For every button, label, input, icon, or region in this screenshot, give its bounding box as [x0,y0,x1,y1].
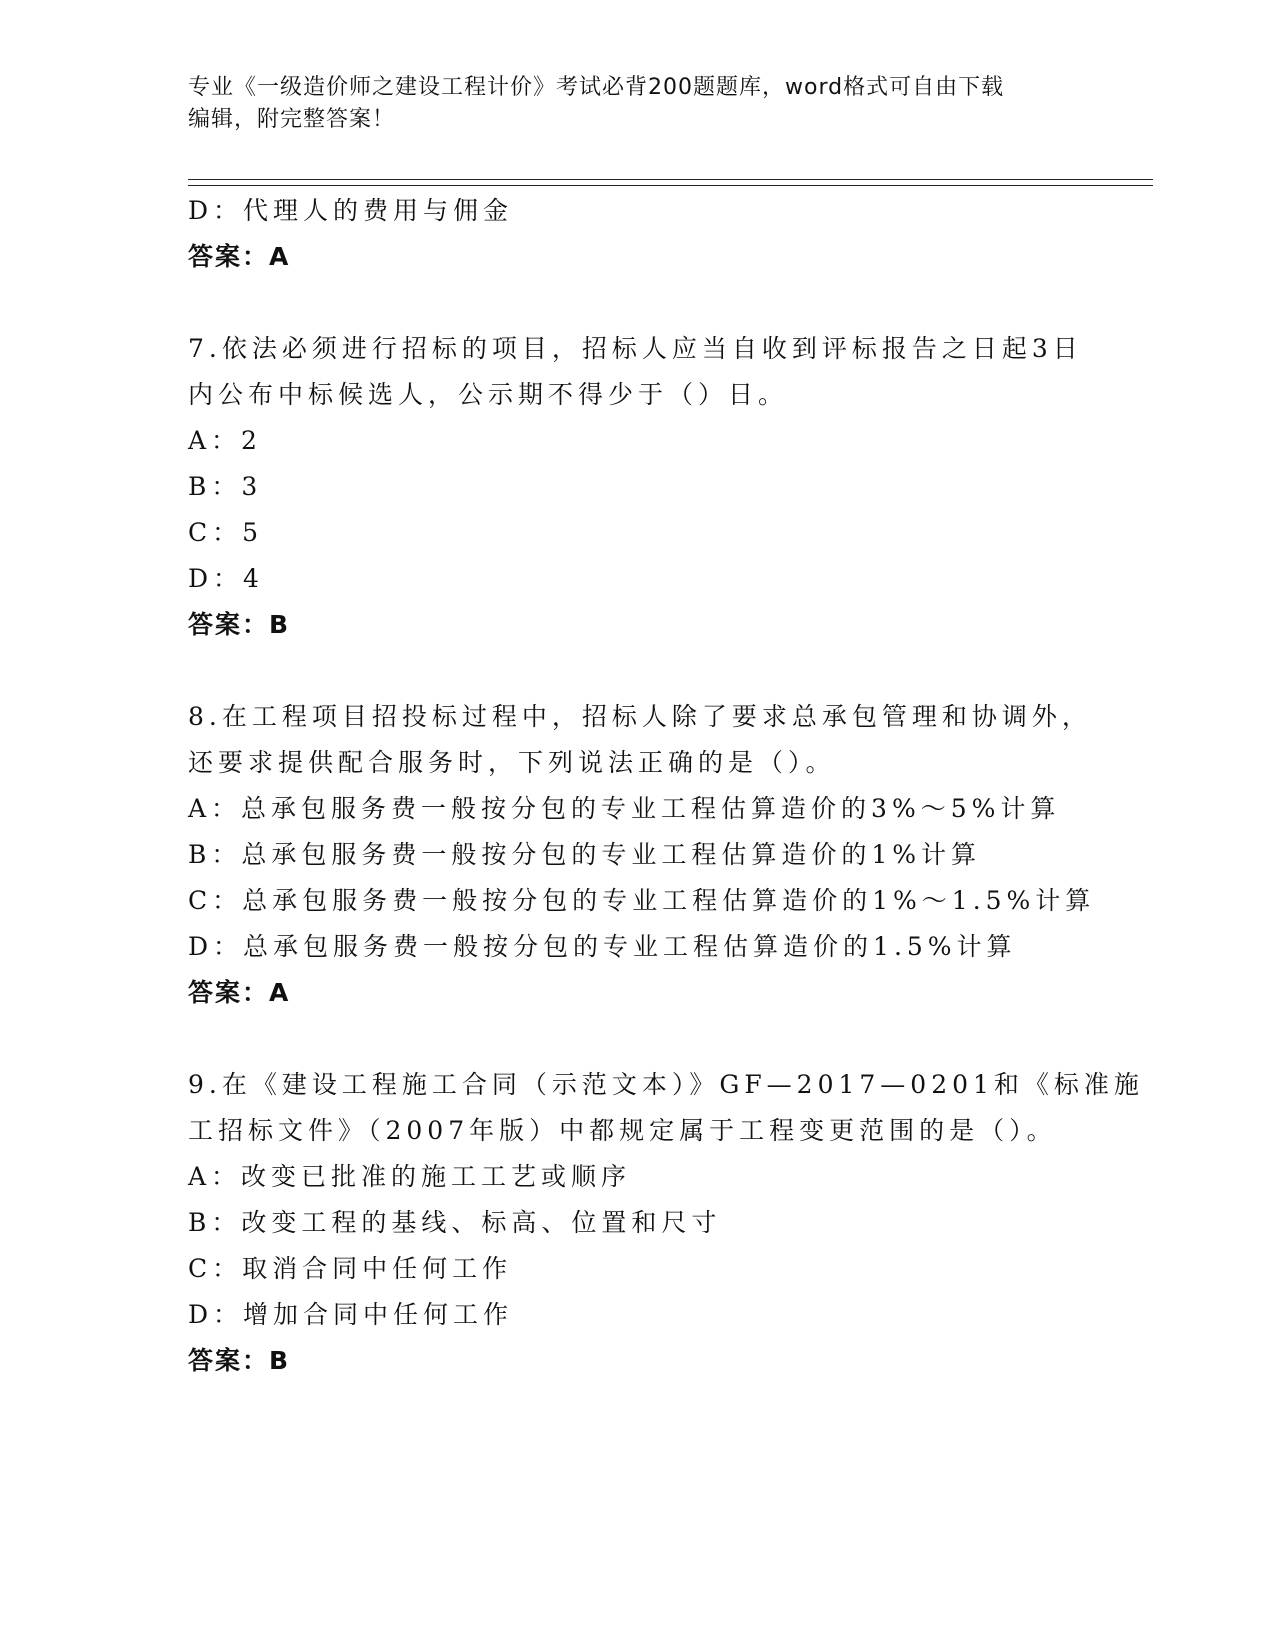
option-c: C：总承包服务费一般按分包的专业工程估算造价的1%～1.5%计算 [188,886,1096,915]
option-b: B：3 [188,472,263,501]
question-text-line-1: 7.依法必须进行招标的项目，招标人应当自收到评标报告之日起3日 [188,334,1083,363]
option-b: B：总承包服务费一般按分包的专业工程估算造价的1%计算 [188,840,982,869]
option-a: A：改变已批准的施工工艺或顺序 [188,1162,632,1191]
option-a: A：总承包服务费一般按分包的专业工程估算造价的3%～5%计算 [188,794,1061,823]
prev-option-d: D：代理人的费用与佣金 [188,196,514,225]
question-text-line-1: 9.在《建设工程施工合同（示范文本）》GF—2017—0201和《标准施 [188,1070,1144,1099]
option-a: A：2 [188,426,262,455]
header-rule-bottom [188,185,1153,186]
option-d: D：4 [188,564,264,593]
header-line-1: 专业《一级造价师之建设工程计价》考试必背200题题库，word格式可自由下载 [188,75,1005,100]
option-d: D：增加合同中任何工作 [188,1300,514,1329]
answer: 答案：B [188,610,291,639]
question-text-line-2: 工招标文件》（2007年版）中都规定属于工程变更范围的是（）。 [188,1116,1057,1145]
answer: 答案：A [188,978,291,1007]
question-7 [188,326,1088,648]
page-header [188,72,1068,136]
question-8 [188,694,1096,1016]
option-c: C：5 [188,518,264,547]
spacer [188,1016,1088,1062]
question-text-line-2: 还要求提供配合服务时，下列说法正确的是（）。 [188,748,836,777]
spacer [188,648,1088,694]
document-body [188,188,1144,1384]
header-rule-top [188,179,1153,180]
question-9 [188,1062,1144,1384]
spacer [188,280,1088,326]
question-text-line-2: 内公布中标候选人，公示期不得少于（）日。 [188,380,789,409]
answer: 答案：B [188,1346,291,1375]
option-c: C：取消合同中任何工作 [188,1254,513,1283]
question-text-line-1: 8.在工程项目招投标过程中，招标人除了要求总承包管理和协调外， [188,702,1092,731]
prev-answer: 答案：A [188,242,291,271]
option-b: B：改变工程的基线、标高、位置和尺寸 [188,1208,722,1237]
header-line-2: 编辑，附完整答案！ [188,107,396,132]
option-d: D：总承包服务费一般按分包的专业工程估算造价的1.5%计算 [188,932,1017,961]
